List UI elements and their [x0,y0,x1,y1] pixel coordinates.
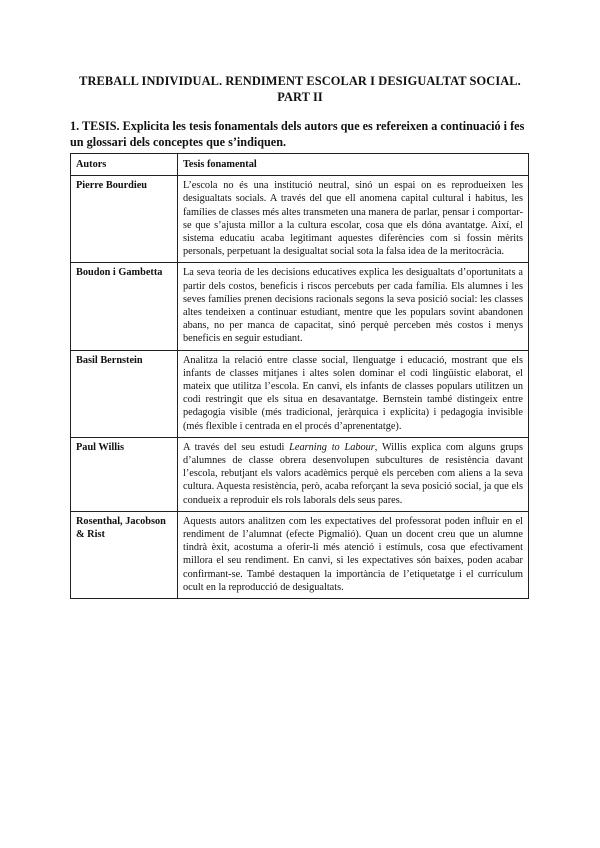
thesis-cell [178,437,529,511]
header-authors: Autors [71,154,178,176]
book-title: Learning to Labour [289,441,375,453]
header-thesis: Tesis fonamental [178,154,529,176]
thesis-text-pre: A través del seu estudi [183,441,290,453]
table-row [71,437,529,511]
thesis-cell: Analitza la relació entre classe social, llenguatge i educació, mostrant que els infants de classes mitjanes i altes solen dominar el codi lingüístic elaborat, el mateix que utilitza l’escola. En canvi, els infants de classes populars utilitzen un codi restringit que els situa en desavantatge. Bernstein també distingeix entre pedagogia visible (més tradicional, jeràrquica i explícita) i pedagogia invisible (més flexible i centrada en el procés d’aprenentatge). [178,350,529,437]
table-row [71,350,529,437]
thesis-cell: L’escola no és una institució neutral, sinó un espai on es reprodueixen les desigualtats socials. A través del que ell anomena capital cultural i habitus, les famílies de classes més altes transmeten una manera de parlar, pensar i comportar-se que s’ajusta millor a la cultura escolar, cosa que els dóna avantatge. Així, el sistema educatiu acaba legitimant aquestes diferències com si fossin mèrits personals, perpetuant la desigualtat social sota la falsa idea de la meritocràcia. [178,176,529,263]
thesis-cell: La seva teoria de les decisions educatives explica les desigualtats d’oportunitats a partir dels costos, beneficis i riscos percebuts per cada família. Els alumnes i les seves famílies prenen decisions racionals segons la seva posició social: les classes altes tendeixen a continuar estudiant, mentre que les populars sovint abandonen abans, no per manca de capacitat, sinó perquè perceben més costos i menys beneficis en seguir estudiant. [178,263,529,350]
author-cell: Rosenthal, Jacobson & Rist [71,511,178,598]
author-cell: Paul Willis [71,437,178,511]
table-row [71,263,529,350]
thesis-cell: Aquests autors analitzen com les expectatives del professorat poden influir en el rendiment de l’alumnat (efecte Pigmalió). Quan un docent creu que un alumne tindrà èxit, acostuma a oferir-li més atenció i estímuls, cosa que efectivament millora el seu rendiment. En canvi, si les expectatives són baixes, poden acabar confirmant-se. També destaquen la importància de l’etiquetatge i el currículum ocult en la reproducció de desigualtats. [178,511,529,598]
document-title: TREBALL INDIVIDUAL. RENDIMENT ESCOLAR I DESIGUALTAT SOCIAL. PART II [79,74,521,104]
table-row [71,176,529,263]
thesis-text-post: , Willis explica com alguns grups d’alumnes de classe obrera desenvolupen subcultures de resistència davant l’escola, rebutjant els valors acadèmics perquè els perceben com aliens a la seva cultura. Aquesta resistència, però, acaba reforçant la seva posició social, ja que els condueix a reproduir els rols laborals dels seus pares. [183,441,523,506]
table-header-row [71,154,529,176]
author-cell: Basil Bernstein [71,350,178,437]
table-row [71,511,529,598]
author-cell: Boudon i Gambetta [71,263,178,350]
question-heading: 1. TESIS. Explicita les tesis fonamentals dels autors que es refereixen a continuació i fes un glossari dels conceptes que s’indiquen. [70,119,525,149]
authors-table [70,153,529,599]
author-cell: Pierre Bourdieu [71,176,178,263]
